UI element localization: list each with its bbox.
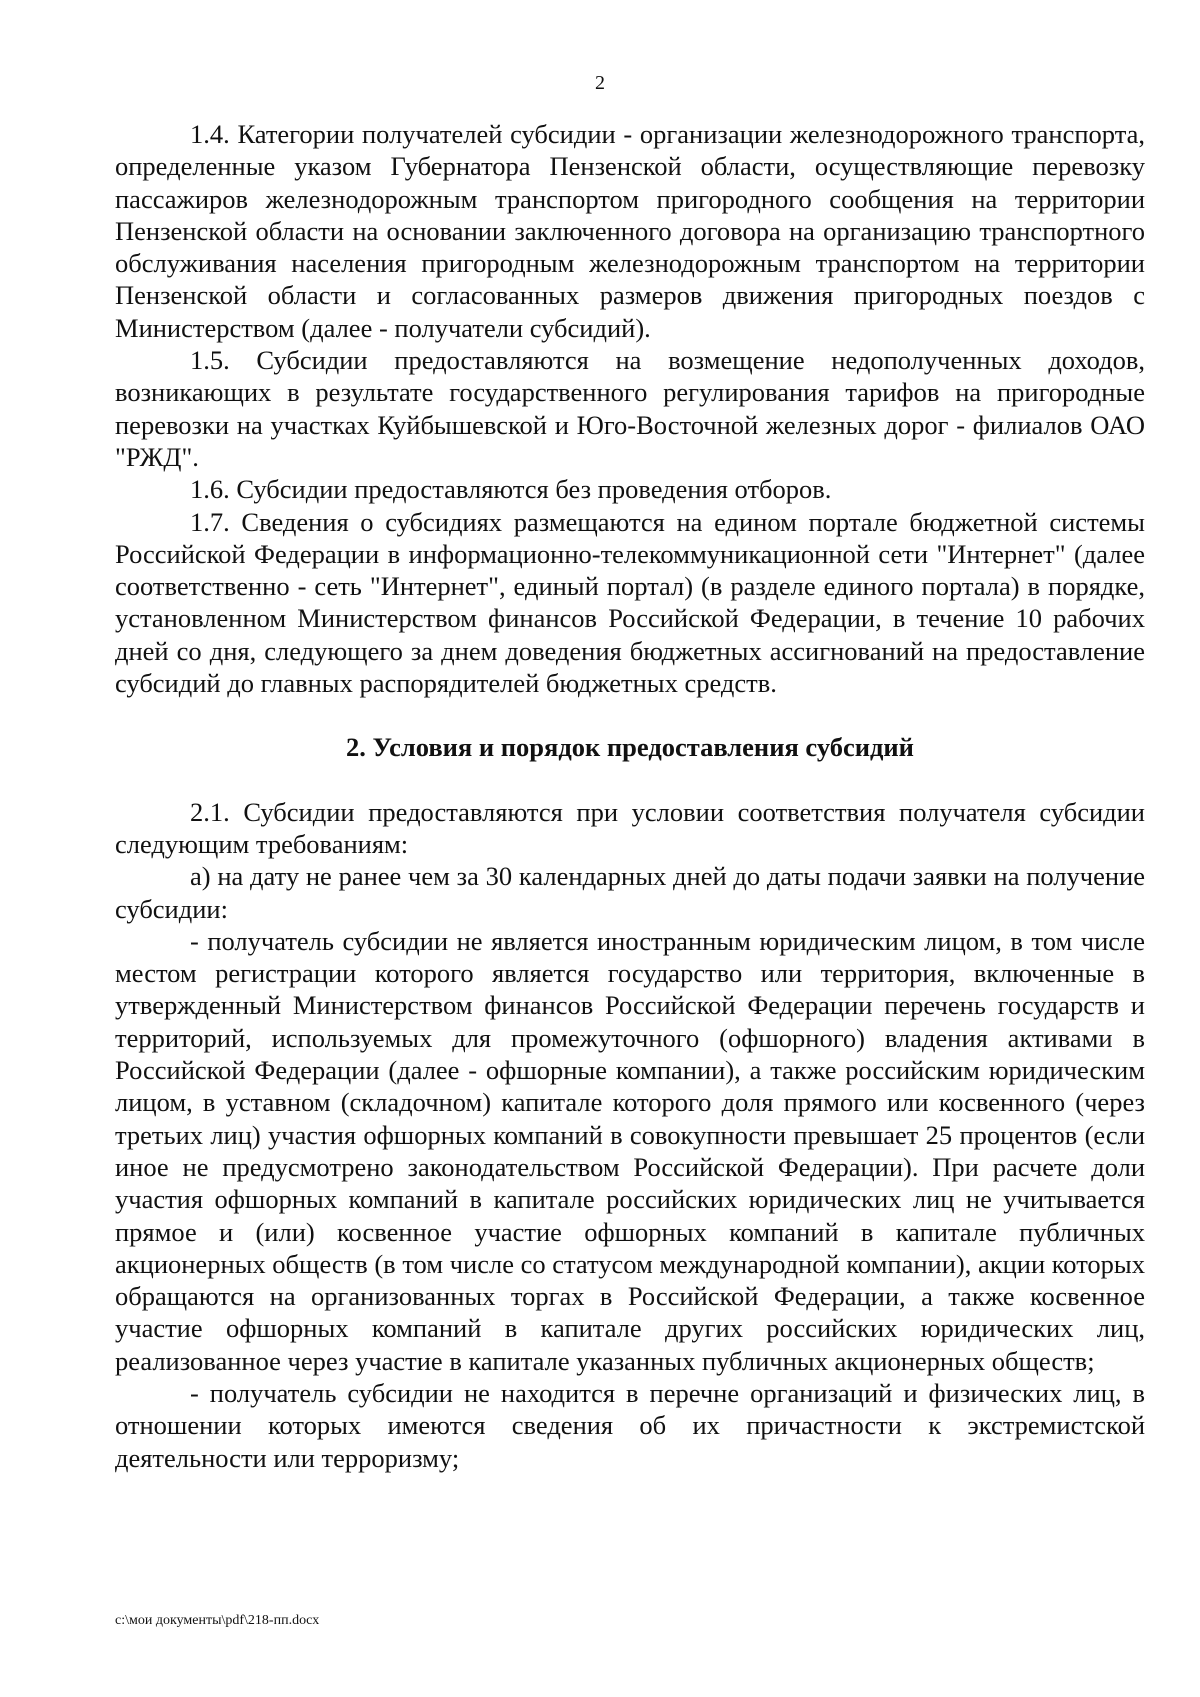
footer-file-path: c:\мои документы\pdf\218-пп.docx	[115, 1613, 320, 1628]
page-number: 2	[595, 72, 605, 94]
paragraph-1-7: 1.7. Сведения о субсидиях размещаются на едином портале бюджетной системы Российской Федерации в информационно-телекоммуникационной сети "Интернет" (далее соответственно - сеть "Интернет", единый портал) (в разделе единого портала) в порядке, установленном Министерством финансов Российской Федерации, в течение 10 рабочих дней со дня, следующего за днем доведения бюджетных ассигнований на предоставление субсидий до главных распорядителей бюджетных средств.	[115, 506, 1145, 699]
paragraph-2-1-a: а) на дату не ранее чем за 30 календарных дней до даты подачи заявки на получение субсидии:	[115, 861, 1145, 924]
paragraph-2-1: 2.1. Субсидии предоставляются при условии соответствия получателя субсидии следующим требованиям:	[115, 796, 1145, 859]
paragraph-extremism-requirement: - получатель субсидии не находится в перечне организаций и физических лиц, в отношении которых имеются сведения об их причастности к экстремистской деятельности или терроризму;	[115, 1377, 1145, 1473]
paragraph-offshore-requirement: - получатель субсидии не является иностранным юридическим лицом, в том числе местом регистрации которого является государство или территория, включенные в утвержденный Министерством финансов Российской Федерации перечень государств и территорий, используемых для промежуточного (офшорного) владения активами в Российской Федерации (далее - офшорные компании), а также российским юридическим лицом, в уставном (складочном) капитале которого доля прямого или косвенного (через третьих лиц) участия офшорных компаний в совокупности превышает 25 процентов (если иное не предусмотрено законодательством Российской Федерации). При расчете доли участия офшорных компаний в капитале российских юридических лиц не учитывается прямое и (или) косвенное участие офшорных компаний в капитале публичных акционерных обществ (в том числе со статусом международной компании), акции которых обращаются на организованных торгах в Российской Федерации, а также косвенное участие офшорных компаний в капитале других российских юридических лиц, реализованное через участие в капитале указанных публичных акционерных обществ;	[115, 925, 1145, 1376]
paragraph-1-6: 1.6. Субсидии предоставляются без проведения отборов.	[190, 474, 832, 505]
paragraph-1-5: 1.5. Субсидии предоставляются на возмещение недополученных доходов, возникающих в результате государственного регулирования тарифов на пригородные перевозки на участках Куйбышевской и Юго-Восточной железных дорог - филиалов ОАО "РЖД".	[115, 345, 1145, 472]
section-title: 2. Условия и порядок предоставления субсидий	[346, 732, 914, 763]
paragraph-1-4: 1.4. Категории получателей субсидии - организации железнодорожного транспорта, определенные указом Губернатора Пензенской области, осуществляющие перевозку пассажиров железнодорожным транспортом пригородного сообщения на территории Пензенской области на основании заключенного договора на организацию транспортного обслуживания населения пригородным железнодорожным транспортом на территории Пензенской области и согласованных размеров движения пригородных поездов с Министерством (далее - получатели субсидий).	[115, 119, 1145, 343]
document-body	[115, 118, 1145, 1474]
